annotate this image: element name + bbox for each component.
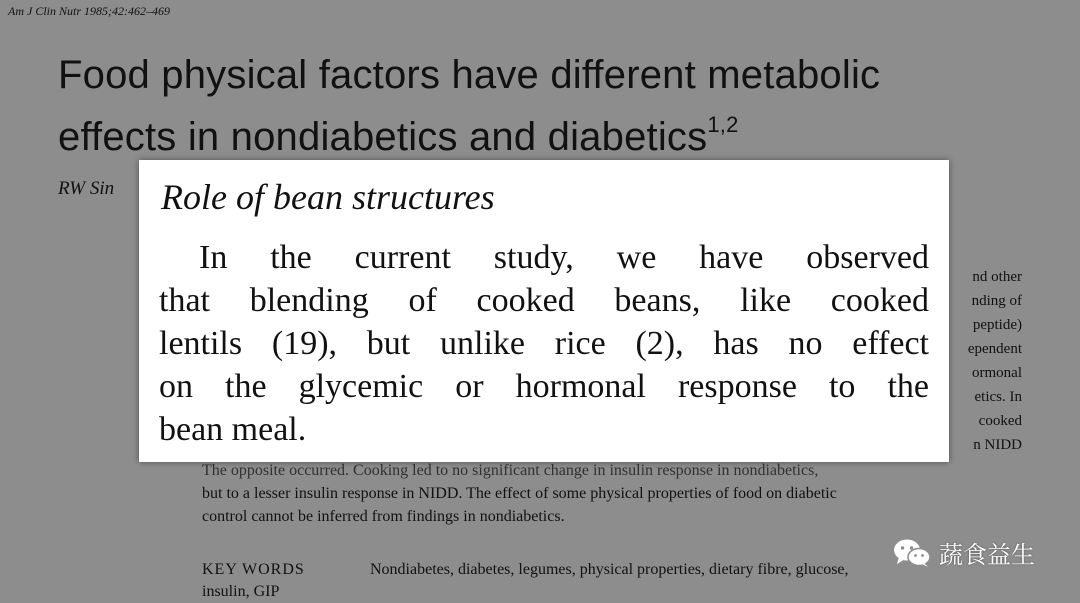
quote-callout-box xyxy=(139,160,949,462)
abstract-fragment: etics. In xyxy=(974,389,1022,405)
title-line-2 xyxy=(58,100,1018,162)
key-words-label: KEY WORDS xyxy=(202,561,305,578)
key-words-line-1: Nondiabetes, diabetes, legumes, physical properties, dietary fibre, glucose, xyxy=(370,561,849,578)
callout-body xyxy=(159,236,929,451)
title-superscript: 1,2 xyxy=(707,112,739,137)
abstract-bottom xyxy=(202,459,1022,528)
article-title xyxy=(58,50,1018,162)
title-line-2-text: effects in nondiabetics and diabetics xyxy=(58,115,708,159)
key-words-line-2: insulin, GIP xyxy=(202,583,280,600)
abstract-line: control cannot be inferred from findings in nondiabetics. xyxy=(202,508,565,525)
callout-heading: Role of bean structures xyxy=(161,177,495,217)
callout-line: on the glycemic or hormonal response to the xyxy=(159,368,929,405)
abstract-fragment: ependent xyxy=(967,341,1022,357)
callout-line: lentils (19), but unlike rice (2), has no effect xyxy=(159,325,929,362)
abstract-fragment: nd other xyxy=(972,269,1022,285)
callout-line: In the current study, we have observed xyxy=(199,239,929,276)
abstract-fragment: nding of xyxy=(971,293,1022,309)
journal-citation: Am J Clin Nutr 1985;42:462–469 xyxy=(8,4,170,18)
abstract-fragment: n NIDD xyxy=(973,437,1022,453)
abstract-line: but to a lesser insulin response in NIDD. The effect of some physical properties of food on diabetic xyxy=(202,485,837,502)
watermark-text: 蔬食益生 xyxy=(939,541,1035,569)
title-line-1: Food physical factors have different metabolic xyxy=(58,53,881,97)
wechat-icon xyxy=(893,538,931,568)
callout-line: that blending of cooked beans, like cooked xyxy=(159,282,929,319)
callout-line: bean meal. xyxy=(159,411,307,448)
watermark xyxy=(893,535,1035,570)
abstract-fragment: ormonal xyxy=(972,365,1022,381)
abstract-fragment: peptide) xyxy=(972,317,1022,333)
abstract-line: The opposite occurred. Cooking led to no significant change in insulin response in nondiabetics, xyxy=(202,462,819,479)
abstract-fragment: cooked xyxy=(978,413,1022,429)
authors: RW Sin xyxy=(58,178,115,199)
